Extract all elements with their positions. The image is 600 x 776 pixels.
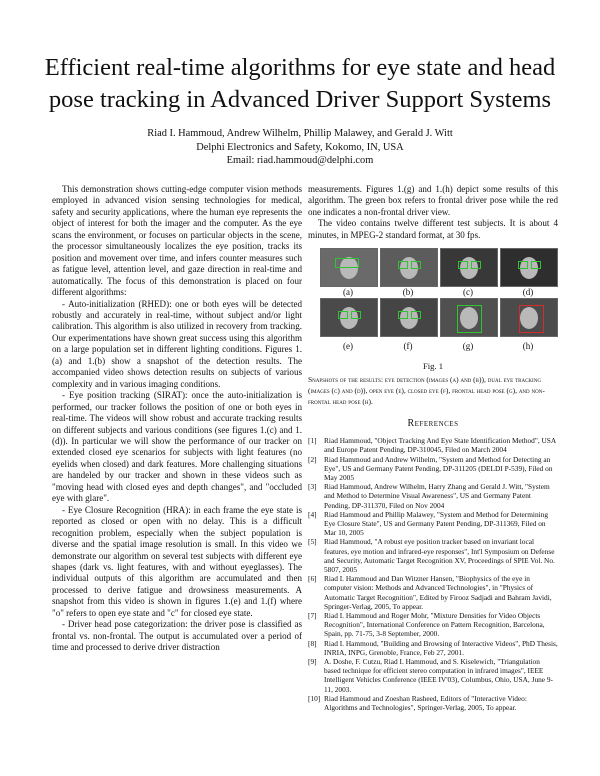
figure-label-d: (d): [522, 287, 534, 298]
body-paragraph-sirat: - Eye position tracking (SIRAT): once the auto-initialization is performed, our tracker follows the position of one or both eyes in real-time. The videos will show robust and accurate tracking results on different subjects and various conditions (see figures 1.(c) and 1.(d)). In particular we will show the performance of our tracker on extended closed eye scenarios for subjects with light features (no eyelids when closed) and dark features. More challenging situations are handeled by our tracker and shown in these videos such as "moving head with closed eyes and depth changes", and "occluded eye with glare".: [52, 390, 302, 504]
figure-label-b: (b): [402, 287, 414, 298]
reference-item: [308, 694, 558, 712]
figure-label-g: (g): [462, 341, 474, 352]
figure-label-c: (c): [463, 287, 473, 298]
figure-image-f: [380, 298, 438, 337]
reference-item: [308, 436, 558, 454]
reference-item: [308, 455, 558, 483]
reference-number: [5]: [308, 537, 317, 547]
figure-image-h: [500, 298, 558, 337]
reference-text: Riad Hammoud, Andrew Wilhelm, Harry Zhang and Gerald J. Witt, "System and Method to Determine Visual Awareness", US and Germany Patent Pending, DP-311370, Filed on Nov 2004: [324, 482, 550, 510]
figure-image-a: [320, 248, 378, 287]
author-block: [20, 127, 580, 168]
body-paragraph-headpose: - Driver head pose categorization: the driver pose is classified as frontal vs. non-frontal. The output is accumulated over a period of time and processed to derive driver distraction: [52, 619, 302, 653]
reference-text: Riad Hammoud and Andrew Wilhelm, "System and Method for Detecting an Eye", US and Germany Patent Pending, DP-311205 (DELDI P-539), Filed on May 2005: [324, 454, 553, 482]
body-paragraph-continued: measurements. Figures 1.(g) and 1.(h) depict some results of this algorithm. The green box refers to frontal driver pose while the red one indicates a non-frontal driver view.: [308, 184, 558, 217]
reference-text: Riad Hammoud and Zoeshan Rasheed, Editors of "Interactive Video: Algorithms and Technologies", Springer-Verlag, 2005, To appear.: [324, 693, 527, 713]
reference-number: [9]: [308, 657, 317, 667]
reference-number: [2]: [308, 454, 317, 464]
reference-item: [308, 639, 558, 657]
reference-number: [3]: [308, 482, 317, 492]
reference-item: [308, 537, 558, 574]
reference-number: [10]: [308, 693, 321, 703]
body-paragraph-intro: This demonstration shows cutting-edge computer vision methods employed in advanced vision sensing technologies for medical, safety and security applications, where the human eye represents the object of interest for both the imager and the computer. As the eye scans the environment, or focuses on particular objects in the scene, the processor simultaneously localizes the eye position, tracks its position and movement over time, and infers counter measures such as fatigue level, attention level, and gaze direction in real-time and automatically. The focus of this demonstration is placed on four different algorithms:: [52, 184, 302, 298]
figure-1: [308, 243, 558, 357]
reference-item: [308, 574, 558, 611]
figure-caption: Snapshots of the results: eye detection (images (a) and (b)), dual eye tracking (images (c) and (d)), open eye (e), closed eye (f), frontal head pose (g), and non-frontal head pose (h).: [308, 374, 545, 406]
reference-text: Riad I. Hammoud and Dan Witzner Hansen, "Biophysics of the eye in computer vision: Methods and Advanced Technologies", in "Physics of Automatic Target Recognition", Edited by Firooz Sadjadi and Bahram Javidi, Springer-Verlag, 2005, To appear.: [324, 574, 552, 611]
reference-text: Riad Hammoud and Phillip Malawey, "System and Method for Determining Eye Closure State", US and Germany Patent Pending, DP-311369, Filed on Mar 10, 2005: [324, 509, 549, 538]
reference-item: [308, 510, 558, 538]
body-paragraph-hra: - Eye Closure Recognition (HRA): in each frame the eye state is reported as closed or open with no delay. This is a difficult recognition problem, especially when the subject population is diverse and the spatial image resolution is small. In this video we demonstrate our algorithm on several test subjects with different eye shapes (dark vs. light features, with and without eyeglasses). The individual outputs of this algorithm are accumulated and then processed to derive fatigue and drowsiness measurements. A snapshot from this video is shown in figures 1.(e) and 1.(f) where "o" refers to open eye state and "c" for closed eye state.: [52, 504, 302, 618]
figure-label-a: (a): [343, 287, 353, 298]
reference-number: [6]: [308, 574, 317, 584]
body-paragraph-rhed: - Auto-initialization (RHED): one or both eyes will be detected robustly and accurately in real-time, without subject and/or light calibration. This algorithm is also utilized in recovery from tracking. Our experimentations have shown great success using this algorithm on a large population set in different lighting conditions. Figures 1.(a) and 1.(b) show a snapshot of the detection results. The accompanied video shows detection results on subjects of various complexity and in various imaging conditions.: [52, 298, 302, 389]
author-names: Riad I. Hammoud, Andrew Wilhelm, Phillip Malawey, and Gerald J. Witt: [147, 128, 453, 139]
right-column: [308, 184, 558, 712]
figure-label-h: (h): [522, 341, 534, 352]
reference-text: A. Doshe, F. Cutzu, Riad I. Hammoud, and S. Kiselewich, "Triangulation based technique for efficient stereo computation in infrared images", IEEE Intelligent Vehicles Conference (IEEE IV'03), Columbus, Ohio, USA, June 9-11, 2003.: [324, 657, 554, 694]
reference-number: [8]: [308, 638, 317, 648]
reference-item: [308, 657, 558, 694]
reference-item: [308, 611, 558, 639]
references-heading: References: [407, 417, 459, 429]
reference-item: [308, 482, 558, 510]
paper-title: Efficient real-time algorithms for eye state and head pose tracking in Advanced Driver Support Systems: [44, 54, 556, 113]
reference-text: Riad I. Hammoud, "Building and Browsing of Interactive Videos", PhD Thesis, INRIA, INPG, Grenoble, France, Feb 27, 2001.: [324, 638, 558, 657]
references-list: [308, 436, 558, 712]
figure-image-c: [440, 248, 498, 287]
figure-image-b: [380, 248, 438, 287]
reference-text: Riad Hammoud, "A robust eye position tracker based on invariant local features, eye motion and infrared-eye responses", Int'l Symposium on Defense and Security, Automatic Target Recognition XV, Proceedings of SPIE Vol. No. 5807, 2005: [324, 537, 555, 575]
figure-label-e: (e): [343, 341, 353, 352]
figure-image-d: [500, 248, 558, 287]
reference-number: [7]: [308, 611, 317, 621]
figure-image-g: [440, 298, 498, 337]
author-affiliation: Delphi Electronics and Safety, Kokomo, IN, USA: [196, 141, 404, 153]
figure-number: Fig. 1: [422, 361, 444, 372]
author-email: Email: riad.hammoud@delphi.com: [226, 155, 374, 166]
reference-number: [4]: [308, 509, 317, 519]
body-paragraph-video: The video contains twelve different test subjects. It is about 4 minutes, in MPEG-2 standard format, at 30 fps.: [308, 218, 558, 240]
figure-label-f: (f): [403, 341, 413, 352]
reference-text: Riad I. Hammoud and Roger Mohr, "Mixture Densities for Video Objects Recognition", International Conference on Pattern Recognition, Barcelona, Spain, pp. 71-75, 3-8 September, 2000.: [324, 611, 545, 639]
reference-text: Riad Hammoud, "Object Tracking And Eye State Identification Method", USA and Europe Patent Pending, DP-310045, Filed on March 2004: [324, 436, 556, 455]
reference-number: [1]: [308, 436, 317, 446]
figure-image-e: [320, 298, 378, 337]
left-column: [52, 184, 302, 654]
